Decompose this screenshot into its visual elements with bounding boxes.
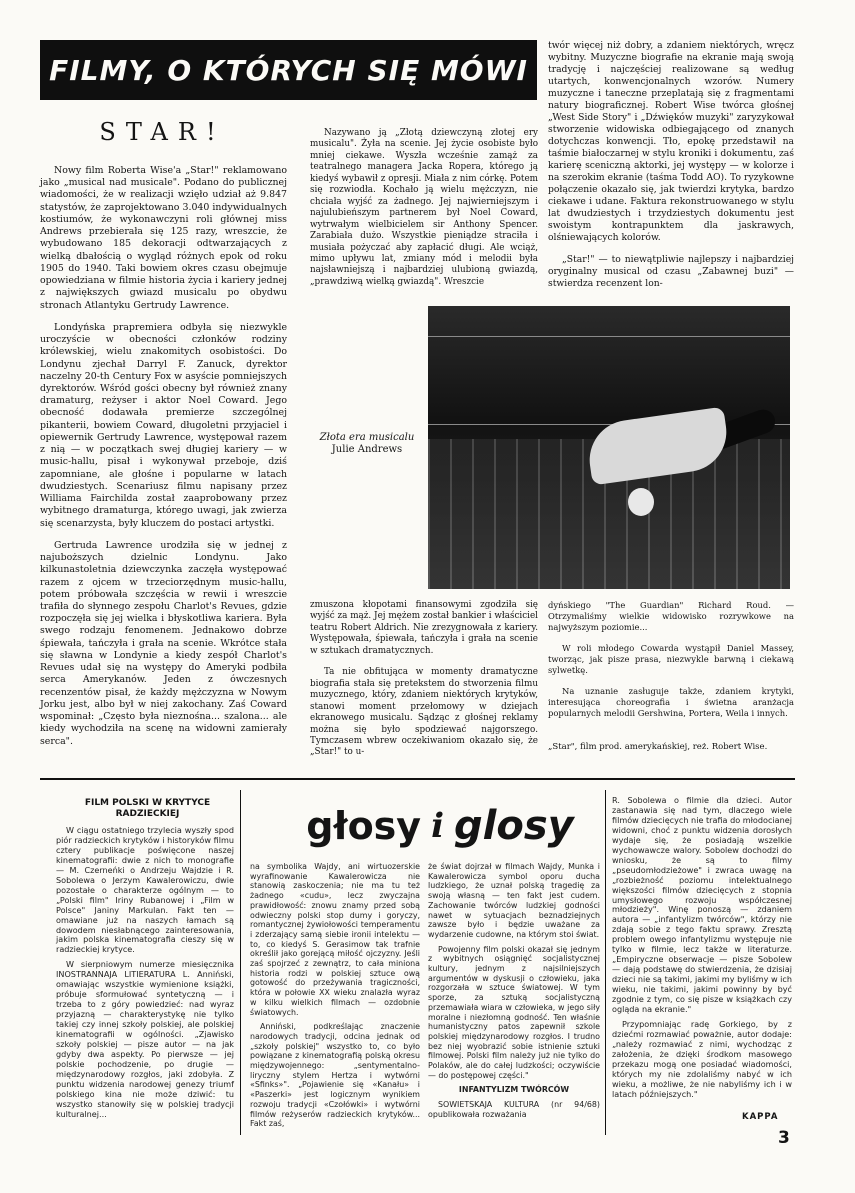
film-still-photo	[428, 306, 790, 589]
paragraph: SOWIETSKAJA KULTURA (nr 94/68) opublikowała rozważania	[428, 1100, 600, 1119]
glosy-column-4	[612, 796, 792, 1105]
caption-line: Julie Andrews	[331, 444, 403, 455]
paragraph: Ta nie obfitująca w momenty dramatyczne biografia stała się pretekstem do stworzenia filmu muzycznego, który, zdaniem niektórych krytyków, stanowi moment przełomowy w dziejach ekranowego musicalu. Sądząc z głośnej reklamy można się było spodziewać najgorszego. Tymczasem wbrew oczekiwaniom okazało się, że „Star!" to u-	[310, 667, 538, 758]
banner-text: FILMY, O KTÓRYCH SIĘ MÓWI	[49, 53, 528, 87]
paragraph: Powojenny film polski okazał się jednym z wybitnych osiągnięć socjalistycznej kultury, jednym z najsilniejszych argumentów w dyskusji o człowieku, jaka rozgorzała w sztuce światowej. W tym sporze, za sztuką socjalistyczną przemawiała wiara w człowieka, w jego siły moralne i niezłomną godność. Ten właśnie humanistyczny patos zapewnił szkole polskiej międzynarodowy rozgłos. I trudno bez niej wyobrazić sobie istnienie sztuki filmowej. Polski film należy już nie tylko do Polaków, ale do całej ludzkości; oczywiście — do postępowej części."	[428, 944, 600, 1080]
paragraph: W roli młodego Cowarda wystąpił Daniel Massey, tworząc, jak pisze prasa, niezwykle barwną i ciekawą sylwetkę.	[548, 642, 794, 675]
column-divider	[240, 790, 241, 1135]
subheading: INFANTYLIZM TWÓRCÓW	[458, 1085, 570, 1095]
author-signature: KAPPA	[742, 1112, 779, 1122]
film-credit: „Star", film prod. amerykańskiej, reż. Robert Wise.	[548, 742, 768, 752]
paragraph: W sierpniowym numerze miesięcznika INOSTRANNAJA LITIERATURA L. Anniński, omawiając wszystkie wymienione książki, próbuje sformułować syntetyczną — i trzeba to z góry powiedzieć: nad wyraz przyjazną — charakterystykę nie tylko takiej czy innej szkoły polskiej, ale polskiej kinematografii w ogólności. „Zjawisko szkoły polskiej — pisze autor — na jak gdyby dwa aspekty. Po pierwsze — jej polskie pochodzenie, po drugie — międzynarodowy rozgłos, jaki zdobyła. Z punktu widzenia narodowej genezy triumf polskiego kina nie może dziwić: tu wszystko stanowiły się w polskiej tradycji kulturalnej...	[56, 959, 234, 1119]
page-number: 3	[778, 1128, 790, 1148]
dancer-head	[628, 488, 654, 516]
paragraph: twór więcej niż dobry, a zdaniem niektórych, wręcz wybitny. Muzyczne biografie na ekranie mają swoją tradycję i najczęściej realizowane są według utartych, konwencjonalnych wzorów. Numery muzyczne i taneczne przeplatają się z fragmentami natury biograficznej. Robert Wise twórca głośnej „West Side Story" i „Dźwięków muzyki" zaryzykował stworzenie widowiska odbiegającego od znanych dotychczas konwencji. Tło, epokę przedstawił na taśmie białoczarnej w stylu kroniki i dokumentu, zaś karierę sceniczną aktorki, jej występy — w kolorze i na szerokim ekranie (taśma Todd AO). To ryzykowne połączenie okazało się, jak twierdzi krytyka, bardzo ciekawe i udane. Faktura rekonstruowanego w stylu lat dwudziestych i trzydziestych dokumentu jest swoistym kontrapunktem dla jaskrawych, olśniewających kolorów.	[548, 40, 794, 243]
paragraph: Nazywano ją „Złotą dziewczyną złotej ery musicalu". Żyła na scenie. Jej życie osobiste było mniej ciekawe. Wyszła wcześnie zamąż za teatralnego managera Jacka Ropera, którego ją kiedyś wybawił z opresji. Miała z nim córkę. Potem się rozwiodła. Kochało ją wielu mężczyzn, nie chciała wyjść za żadnego. Jej najwierniejszym i najulubieńszym partnerem był Noel Coward, wytrwałym wielbicielem sir Anthony Spencer. Zarabiała dużo. Wszystkie pieniądze straciła i musiała pożyczać aby zapłacić długi. Ale wciąż, mimo upływu lat, zmiany mód i melodii była najsławniejszą i najbardziej ulubioną gwiazdą, „prawdziwą wielką gwiazdą". Wreszcie	[310, 128, 538, 287]
article-column-3	[548, 40, 794, 300]
photo-caption	[312, 432, 422, 456]
paragraph: zmuszona kłopotami finansowymi zgodziła się wyjść za mąż. Jej mężem został bankier i właściciel teatru Robert Aldrich. Nie zrezygnowała z kariery. Występowała, śpiewała, tańczyła i grała na scenie w sztukach dramatycznych.	[310, 600, 538, 656]
paragraph: Anniński, podkreślając znaczenie narodowych tradycji, odcina jednak od „szkoły polskiej" wszystko to, co było powiązane z kinematografią polską okresu międzywojennego: „sentymentalno-liryczny stylem Hertza i wytwórni «Sfinks»". „Pojawienie się «Kanału» i «Paszerki» jest logicznym wynikiem rozwoju tradycji «Czołówki» i wytwórni filmów reżyserów radzieckich krytyków... Fakt zaś,	[250, 1022, 420, 1129]
article-title: STAR!	[99, 118, 226, 146]
section-divider	[40, 778, 795, 780]
paragraph: Przypomniając radę Gorkiego, by z dziećmi rozmawiać poważnie, autor dodaje: „należy rozmawiać z nimi, wychodząc z założenia, że dzięki środkom masowego przekazu mogą one posiadać wiadomości, których my nie zdolaliśmy nabyć w ich wieku, a możliwe, że nie nabyliśmy ich i w latach późniejszych."	[612, 1018, 792, 1099]
paragraph: na symbolika Wajdy, ani wirtuozerskie wyrafinowanie Kawalerowicza nie stanowią zaskoczenia; nie ma tu też żadnego «cudu», lecz zwyczajna prawidłowość: znowu znamy przed sobą odwieczny polski stop dumy i goryczy, romantycznej żywiołowości temperamentu i zderzający samą siebie ironii intelektu — to, co kiedyś S. Gerasimow tak trafnie określił jako gorejącą miłość ojczyzny. Jeśli zaś spojrzeć z zewnątrz, to cała minionа historia rodzi w polskiej sztuce ową gotowość do przeżywania tragiczności, która w połowie XX wieku znalazła wyraz w kilku wielkich filmach — ozdobnie światowych.	[250, 862, 420, 1017]
paragraph: Gertruda Lawrence urodziła się w jednej z najuboższych dzielnic Londynu. Jako kilkunastoletnia dziewczynka zaczęła występować razem z ojcem w trzeciorzędnym music-hallu, potem próbowała szczęścia w rewii i wreszcie trafiła do słynnego zespołu Charlot's Revues, gdzie rozpoczęła się jej wielka i błyskotliwa kariera. Była swego rodzaju fenomenem. Jednakowo dobrze śpiewała, tańczyła i grała na scenie. Wkrótce stała się sławna w Londynie a kiedy zespół Charlot's Revues udał się na występy do Ameryki podbiła serca Amerykanów. Jeden z ówczesnych recenzentów pisał, że każdy mężczyzna w Nowym Jorku jest, albo był w niej zakochany. Zaś Coward wspominał: „Często była nieznośna... szalona... ale kiedy wychodziła na scenę na widowni zamierały serca".	[40, 539, 287, 747]
article-column-2	[310, 128, 538, 298]
paragraph: W ciągu ostatniego trzylecia wyszły spod piór radzieckich krytyków i historyków filmu cztery publikacje poświęcone naszej kinematografii: dwie z nich to monografie — M. Czerneńki o Andrzeju Wajdzie i R. Sobolewa o Jerzym Kawalerowiczu, dwie pozostałe o charakterze ogólnym — to „Polski film" Iriny Rubanowej i „Film w Polsce" Janiny Markulan. Fakt ten — omawiane już na naszych łamach są dowodem niesłabnącego zainteresowania, jakim polska kinematografia cieszy się w radzieckiej krytyce.	[56, 825, 234, 955]
paragraph: R. Sobolewa o filmie dla dzieci. Autor zastanawia się nad tym, dlaczego wiele filmów dziecięcych nie trafia do młodocianej widowni, choć z punktu widzenia dorosłych wydaje się, że posiadają wszelkie wychowawcze walory. Sobolew dochodzi do wniosku, że są to filmy „pseudomłodzieżowe" i zwraca uwagę na „rozbieżność poziomu intelektualnego większości filmów dziecięcych z stopnia umysłowego rozwoju współczesnej młodzieży". Winę ponoszą — zdaniem autora — „infantylizm twórców", którzy nie zdają sobie z tego faktu sprawy. Zresztą problem owego infantylizmu występuje nie tylko w filmie, lecz także w literaturze. „Empiryczne obserwacje — pisze Sobolew — dają podstawę do stwierdzenia, że dzisiaj dzieci nie są takimi, jakimi my byliśmy w ich wieku, nie takimi, jakimi powinny by być zgodnie z tym, co się pisze w książkach czy ogląda na ekranie."	[612, 795, 792, 1015]
paragraph: „Star!" — to niewątpliwie najlepszy i najbardziej oryginalny musical od czasu „Zabawnej buzi" — stwierdza recenzent lon-	[548, 253, 794, 289]
heading-word: i	[431, 806, 444, 846]
column-divider	[605, 790, 606, 1135]
box-title: FILM POLSKI W KRYTYCE RADZIECKIEJ	[84, 798, 211, 819]
paragraph: dyńskiego "The Guardian" Richard Roud. — Otrzymaliśmy wielkie widowisko rozrywkowe na najwyższym poziomie...	[548, 600, 794, 632]
heading-word: głosy	[306, 804, 422, 848]
section-banner	[40, 40, 537, 100]
paragraph: że świat dojrzał w filmach Wajdy, Munka i Kawalerowicza symbol oporu ducha ludzkiego, że uznał polską tragedię za swoją własną — ten fakt jest cudem. Zachowanie twórców ludzkiej godności nawet w sytuacjach beznadziejnych zawsze było i będzie uważane za wydarzenie cudowne, na którym stoi świat.	[428, 862, 600, 939]
glosy-column-2	[250, 862, 420, 1134]
caption-line: Złota era musicalu	[319, 432, 415, 443]
glosy-heading	[282, 800, 598, 852]
heading-word: glosy	[454, 803, 574, 849]
article-column-3-continued	[548, 600, 794, 728]
paragraph: Nowy film Roberta Wise'a „Star!" reklamowano jako „musical nad musicale". Podano do publicznej wiadomości, że w realizacji wzięło udział aż 9.847 statystów, że zaprojektowano 3.040 indywidualnych kostiumów, że wykonawczyni roli głównej miss Andrews przebierała się 125 razy, wreszcie, że wybudowano 185 dekoracji odtwarzających z wielką dbałością o wygląd różnych epok od roku 1905 do 1940. Taki bowiem okres czasu obejmuje opowiedziana w filmie historia życia i kariery jednej z największych gwiazd musicalu po obydwu stronach Atlantyku Gertrudy Lawrence.	[40, 165, 288, 311]
stage-line	[428, 336, 790, 337]
paragraph: Na uznanie zasługuje także, zdaniem krytyki, interesująca choreografia i świetna aranżacja popularnych melodii Gershwina, Portera, Weila i innych.	[548, 685, 794, 718]
glosy-column-3	[428, 862, 600, 1125]
article-column-1	[40, 165, 287, 758]
paragraph: Londyńska prapremiera odbyła się niezwykle uroczyście w obecności członków rodziny królewskiej, wielu znakomitych osobistości. Do Londynu zjechał Darryl F. Zanuck, dyrektor naczelny 20-th Century Fox w asyście pomniejszych dyrektorów. Wśród gości obecny był również znany dramaturg, reżyser i aktor Noel Coward. Jego obecność dodawała premierze szczególnej pikanterii, bowiem Coward, długoletni przyjaciel i opiewernik Gertrudy Lawrence, występował razem z nią — w początkach swej długiej kariery — w music-hallu, pisał i wykonywał przeboje, dziś zapomniane, ale głośne i popularne w latach dwudziestych. Scenariusz filmu napisany przez Williama Fairchilda został zaaprobowany przez wybitnego dramaturga, którego uwagi, jak zwierza się scenarzysta, były kluczem do postaci artystki.	[40, 321, 287, 529]
box-column	[56, 826, 234, 1125]
article-column-2-continued	[310, 600, 538, 769]
